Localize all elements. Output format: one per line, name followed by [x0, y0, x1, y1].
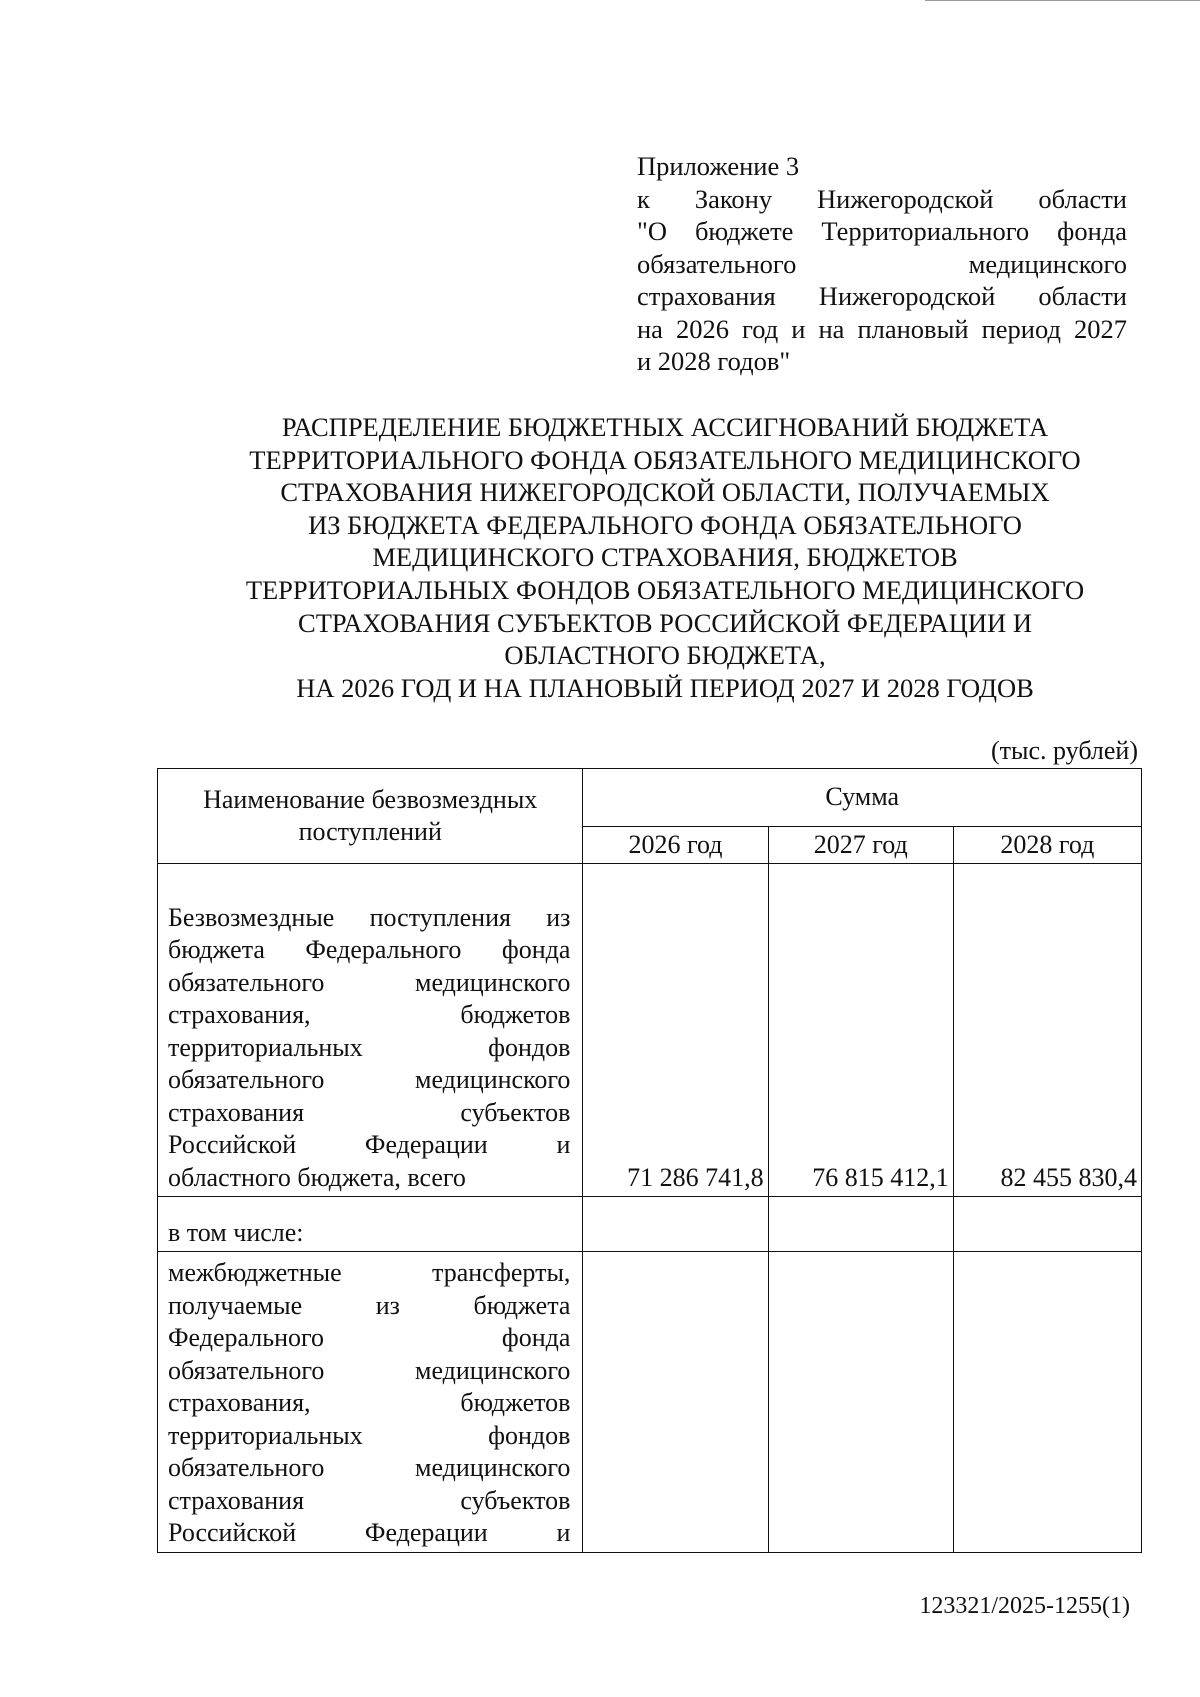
desc-line: страхования, бюджетов — [168, 1000, 571, 1029]
table-row — [158, 1197, 1142, 1252]
header-name-line: Наименование безвозмездных — [203, 784, 538, 814]
desc-line: Российской Федерации и — [168, 1130, 571, 1159]
document-code: 123321/2025-1255(1) — [919, 1593, 1130, 1619]
desc-line: областного бюджета, всего — [168, 1162, 466, 1192]
title-line: МЕДИЦИНСКОГО СТРАХОВАНИЯ, БЮДЖЕТОВ — [372, 542, 958, 573]
desc-line: обязательного медицинского — [168, 1355, 571, 1385]
row-description — [158, 1252, 583, 1553]
desc-line: страхования субъектов — [168, 1485, 571, 1515]
value-2026 — [583, 1197, 768, 1252]
value-2027 — [768, 1252, 953, 1553]
desc-line: обязательного медицинского — [168, 1065, 571, 1094]
desc-line: территориальных фондов — [168, 1032, 571, 1062]
title-line: ТЕРРИТОРИАЛЬНЫХ ФОНДОВ ОБЯЗАТЕЛЬНОГО МЕДИЦИНСКОГО — [245, 574, 1085, 605]
desc-line: Федерального фонда — [168, 1323, 571, 1352]
appendix-line: к Закону Нижегородской области — [637, 183, 1127, 214]
budget-table — [157, 768, 1142, 1553]
value-2028: 82 455 830,4 — [953, 864, 1141, 1197]
appendix-line: "О бюджете Территориального фонда — [637, 216, 1127, 246]
document-title — [150, 411, 1180, 704]
header-year-2028: 2028 год — [953, 826, 1141, 863]
table-header-row — [158, 769, 1142, 827]
desc-line: Российской Федерации и — [168, 1518, 571, 1547]
desc-line: обязательного медицинского — [168, 1453, 571, 1482]
value-2028 — [953, 1197, 1141, 1252]
desc-line: страхования, бюджетов — [168, 1388, 571, 1417]
row-description — [158, 1197, 583, 1252]
desc-line: обязательного медицинского — [168, 967, 571, 997]
title-line: СТРАХОВАНИЯ СУБЪЕКТОВ РОССИЙСКОЙ ФЕДЕРАЦИИ И — [298, 607, 1032, 638]
desc-line: в том числе: — [168, 1217, 304, 1247]
title-line: ОБЛАСТНОГО БЮДЖЕТА, — [504, 640, 826, 671]
appendix-line: и 2028 годов" — [637, 346, 791, 376]
units-label: (тыс. рублей) — [990, 736, 1138, 765]
value-2027: 76 815 412,1 — [768, 864, 953, 1197]
header-name-line: поступлений — [298, 817, 442, 846]
value-2028 — [953, 1252, 1141, 1553]
title-line: НА 2026 ГОД И НА ПЛАНОВЫЙ ПЕРИОД 2027 И 2028 ГОДОВ — [296, 672, 1034, 703]
desc-line: бюджета Федерального фонда — [168, 935, 571, 964]
top-edge-line — [925, 0, 1200, 1]
value-2026: 71 286 741,8 — [583, 864, 768, 1197]
header-year-2026: 2026 год — [583, 826, 768, 863]
appendix-note — [637, 150, 1127, 378]
header-sum-cell: Сумма — [583, 769, 1142, 827]
desc-line: получаемые из бюджета — [168, 1290, 571, 1320]
desc-line: Безвозмездные поступления из — [168, 902, 571, 932]
appendix-line: страхования Нижегородской области — [637, 281, 1127, 311]
value-2027 — [768, 1197, 953, 1252]
value-2026 — [583, 1252, 768, 1553]
appendix-line: обязательного медицинского — [637, 248, 1127, 279]
header-name-cell — [158, 769, 583, 864]
appendix-line: Приложение 3 — [637, 151, 800, 181]
title-line: ИЗ БЮДЖЕТА ФЕДЕРАЛЬНОГО ФОНДА ОБЯЗАТЕЛЬНОГО — [308, 509, 1022, 540]
title-line: СТРАХОВАНИЯ НИЖЕГОРОДСКОЙ ОБЛАСТИ, ПОЛУЧАЕМЫХ — [280, 477, 1050, 508]
desc-line: межбюджетные трансферты, — [168, 1258, 571, 1287]
desc-line: страхования субъектов — [168, 1097, 571, 1127]
table-row — [158, 1252, 1142, 1553]
header-year-2027: 2027 год — [768, 826, 953, 863]
table-row — [158, 864, 1142, 1197]
appendix-line: на 2026 год и на плановый период 2027 — [637, 313, 1127, 344]
title-line: РАСПРЕДЕЛЕНИЕ БЮДЖЕТНЫХ АССИГНОВАНИЙ БЮДЖЕТА — [281, 412, 1049, 442]
row-description — [158, 864, 583, 1197]
title-line: ТЕРРИТОРИАЛЬНОГО ФОНДА ОБЯЗАТЕЛЬНОГО МЕДИЦИНСКОГО — [249, 444, 1081, 475]
desc-line: территориальных фондов — [168, 1420, 571, 1450]
